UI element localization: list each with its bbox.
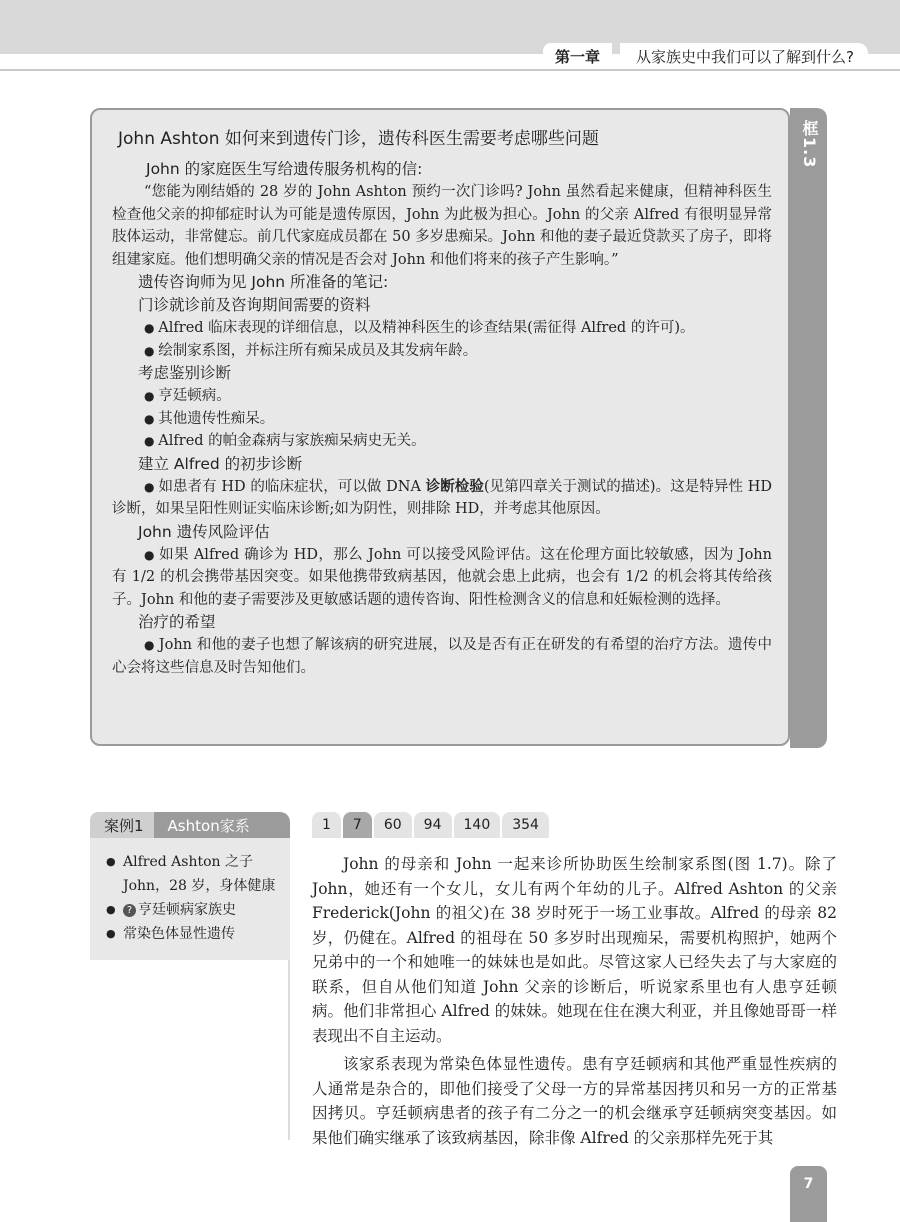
section4-text: ● 如果 Alfred 确诊为 HD，那么 John 可以接受风险评估。这在伦理方面比较敏感，因为 John 有 1/2 的机会携带基因突变。如果他携带致病基因，他就会患上此病，也会有 1/2 的机会将其传给孩子。John 和他的妻子需要涉及更敏感话题的遗传咨询、阳性检测含义的信息和妊娠检测的选择。 xyxy=(112,544,772,612)
section1-item-1: ● Alfred 临床表现的详细信息，以及精神科医生的诊查结果(需征得 Alfred 的许可)。 xyxy=(112,317,772,340)
page-number: 7 xyxy=(790,1166,827,1222)
section2-item-2: ● 其他遗传性痴呆。 xyxy=(112,408,772,431)
section3-text-b: (见第四章关于测试的描述)。这是特异性 HD 诊断，如果呈阳性则证实临床诊断;如为阴性，则排除 HD，并考虑其他原因。 xyxy=(112,478,772,517)
chapter-header xyxy=(543,42,868,70)
box-title: John Ashton 如何来到遗传门诊，遗传科医生需要考虑哪些问题 xyxy=(118,129,599,149)
main-paragraph-2: 该家系表现为常染色体显性遗传。患有亨廷顿病和其他严重显性疾病的人通常是杂合的，即他们接受了父母一方的异常基因拷贝和另一方的正常基因拷贝。亨廷顿病患者的孩子有二分之一的机会继承亨廷顿病突变基因。如果他们确实继承了该致病基因，除非像 Alfred 的父亲那样先死于其 xyxy=(312,1055,837,1147)
section5-text: ● John 和他的妻子也想了解该病的研究进展，以及是否有正在研发的有希望的治疗方法。遗传中心会将这些信息及时告知他们。 xyxy=(112,634,772,679)
case-item-2-text: 亨廷顿病家族史 xyxy=(138,902,236,918)
question-icon: ? xyxy=(123,904,136,917)
section2-item-3: ● Alfred 的帕金森病与家族痴呆病史无关。 xyxy=(112,430,772,453)
sidebar-divider xyxy=(288,960,290,1140)
letter-text: “您能为刚结婚的 28 岁的 John Ashton 预约一次门诊吗? John 虽然看起来健康，但精神科医生检查他父亲的抑郁症时认为可能是遗传原因，John 为此极为担心。John 的父亲 Alfred 有很明显异常肢体运动，非常健忘。前几代家庭成员都在 50 多岁患痴呆。John 和他的妻子最近贷款买了房子，即将组建家庭。他们想明确父亲的情况是否会对 John 和他们将来的孩子产生影响。” xyxy=(112,184,772,268)
case-list xyxy=(90,838,290,946)
page-tab-140[interactable]: 140 xyxy=(454,812,501,838)
notes-heading: 遗传咨询师为见 John 所准备的笔记: xyxy=(138,273,389,291)
page-tabs xyxy=(312,812,549,838)
case-item-3: ● 常染色体显性遗传 xyxy=(106,922,290,946)
section3-text-bold: 诊断检验 xyxy=(425,477,484,495)
section1-item-2: ● 绘制家系图，并标注所有痴呆成员及其发病年龄。 xyxy=(112,340,772,363)
box-side-bar xyxy=(790,108,827,748)
case-item-2 xyxy=(106,898,290,922)
section3-text xyxy=(112,476,772,521)
section4-heading: John 遗传风险评估 xyxy=(138,522,270,541)
header-divider xyxy=(0,69,900,71)
case-tab xyxy=(90,812,290,838)
case-number: 案例1 xyxy=(90,812,154,838)
box-1-3 xyxy=(90,108,790,746)
chapter-title: 从家族史中我们可以了解到什么? xyxy=(620,43,868,70)
page-tab-94[interactable]: 94 xyxy=(414,812,452,838)
case-item-1: ● Alfred Ashton 之子 John，28 岁，身体健康 xyxy=(106,850,290,898)
letter-heading: John 的家庭医生写给遗传服务机构的信: xyxy=(146,160,423,178)
chapter-number: 第一章 xyxy=(543,43,612,70)
page-tab-354[interactable]: 354 xyxy=(502,812,549,838)
section5-heading: 治疗的希望 xyxy=(138,613,216,631)
case-name: Ashton家系 xyxy=(154,812,290,838)
section2-heading: 考虑鉴别诊断 xyxy=(138,364,232,382)
page-tab-1[interactable]: 1 xyxy=(312,812,341,838)
box-label: 框1.3 xyxy=(800,120,819,169)
section1-heading: 门诊就诊前及咨询期间需要的资料 xyxy=(138,296,371,314)
section2-item-1: ● 亨廷顿病。 xyxy=(112,385,772,408)
main-paragraph-1: John 的母亲和 John 一起来诊所协助医生绘制家系图(图 1.7)。除了 John，她还有一个女儿，女儿有两个年幼的儿子。Alfred Ashton 的父亲 Frederick(John 的祖父)在 38 岁时死于一场工业事故。Alfred 的母亲 82 岁，仍健在。Alfred 的祖母在 50 多岁时出现痴呆，需要机构照护，她两个兄弟中的一个和她唯一的妹妹也是如此。尽管这家人已经失去了与大家庭的联系，但自从他们知道 John 父亲的诊断后，听说家系里也有人患亨廷顿病。他们非常担心 Alfred 的妹妹。她现在住在澳大利亚，并且像她哥哥一样表现出不自主运动。 xyxy=(312,855,837,1045)
section3-text-a: 如患者有 HD 的临床症状，可以做 DNA xyxy=(158,478,426,495)
page-tab-60[interactable]: 60 xyxy=(374,812,412,838)
section3-heading: 建立 Alfred 的初步诊断 xyxy=(138,454,303,473)
case-summary xyxy=(90,838,290,960)
main-body xyxy=(312,852,837,1154)
page-tab-7[interactable]: 7 xyxy=(343,812,372,838)
box-content xyxy=(112,126,772,679)
